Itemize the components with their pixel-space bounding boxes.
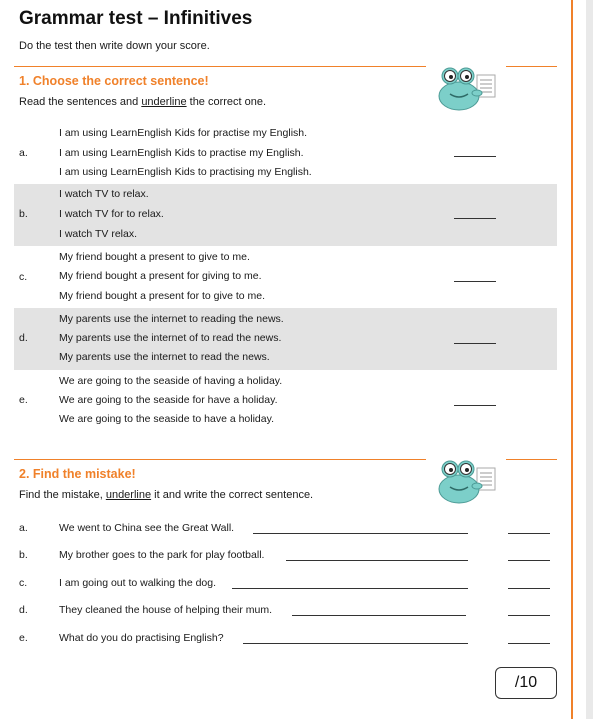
option-sentence[interactable]: I am using LearnEnglish Kids to practise my English. [59, 147, 304, 159]
intro-text: Do the test then write down your score. [19, 40, 210, 52]
question-letter: e. [19, 394, 28, 406]
answer-blank[interactable] [508, 643, 550, 644]
mistake-sentence[interactable]: We went to China see the Great Wall. [59, 522, 235, 534]
answer-blank[interactable] [454, 405, 496, 406]
mistake-sentence[interactable]: My brother goes to the park for play football. [59, 549, 265, 561]
correction-line[interactable] [232, 588, 468, 589]
question-letter: a. [19, 147, 28, 159]
option-sentence[interactable]: My friend bought a present for giving to me. [59, 270, 262, 282]
answer-blank[interactable] [508, 533, 550, 534]
page-title: Grammar test – Infinitives [19, 8, 253, 29]
question-letter: c. [19, 271, 28, 283]
option-sentence[interactable]: I am using LearnEnglish Kids to practising my English. [59, 166, 312, 178]
section2-rule-left [14, 459, 426, 460]
option-sentence[interactable]: My friend bought a present for to give to me. [59, 290, 266, 302]
question-letter: d. [19, 604, 28, 616]
mistake-sentence[interactable]: They cleaned the house of helping their mum. [59, 604, 273, 616]
score-box[interactable]: /10 [495, 667, 557, 699]
option-sentence[interactable]: We are going to the seaside of having a holiday. [59, 375, 283, 387]
correction-line[interactable] [243, 643, 468, 644]
question2-a [0, 522, 571, 538]
option-sentence[interactable]: My friend bought a present to give to me. [59, 251, 250, 263]
section1-rule-right [506, 66, 557, 67]
option-sentence[interactable]: I am using LearnEnglish Kids for practise my English. [59, 127, 308, 139]
section1-title: 1. Choose the correct sentence! [19, 74, 209, 88]
option-sentence[interactable]: We are going to the seaside for have a holiday. [59, 394, 278, 406]
option-sentence[interactable]: I watch TV for to relax. [59, 208, 164, 220]
question2-d [0, 604, 571, 620]
question2-c [0, 577, 571, 593]
question2-e [0, 632, 571, 648]
correction-line[interactable] [253, 533, 468, 534]
section2-rule-right [506, 459, 557, 460]
option-sentence[interactable]: I watch TV relax. [59, 228, 138, 240]
mistake-sentence[interactable]: What do you do practising English? [59, 632, 224, 644]
answer-blank[interactable] [454, 156, 496, 157]
answer-blank[interactable] [454, 343, 496, 344]
answer-blank[interactable] [454, 218, 496, 219]
mistake-sentence[interactable]: I am going out to walking the dog. [59, 577, 217, 589]
option-sentence[interactable]: I watch TV to relax. [59, 188, 149, 200]
option-sentence[interactable]: We are going to the seaside to have a holiday. [59, 413, 275, 425]
question-letter: c. [19, 577, 28, 589]
correction-line[interactable] [292, 615, 466, 616]
option-sentence[interactable]: My parents use the internet of to read the news. [59, 332, 282, 344]
page-edge-grey [586, 0, 593, 719]
answer-blank[interactable] [508, 615, 550, 616]
frog-mascot-icon [433, 63, 501, 113]
section1-rule-left [14, 66, 426, 67]
page-edge-orange [571, 0, 573, 719]
question-letter: d. [19, 332, 28, 344]
section1-instruction: Read the sentences and underline the correct one. [19, 96, 267, 108]
answer-blank[interactable] [454, 281, 496, 282]
answer-blank[interactable] [508, 560, 550, 561]
option-sentence[interactable]: My parents use the internet to reading the news. [59, 313, 284, 325]
frog-mascot-icon [433, 456, 501, 506]
correction-line[interactable] [286, 560, 468, 561]
question2-b [0, 549, 571, 565]
question-letter: e. [19, 632, 28, 644]
question-letter: b. [19, 208, 28, 220]
question-letter: b. [19, 549, 28, 561]
section2-instruction: Find the mistake, underline it and write the correct sentence. [19, 489, 314, 501]
question-letter: a. [19, 522, 28, 534]
answer-blank[interactable] [508, 588, 550, 589]
option-sentence[interactable]: My parents use the internet to read the news. [59, 351, 270, 363]
section2-title: 2. Find the mistake! [19, 467, 136, 481]
